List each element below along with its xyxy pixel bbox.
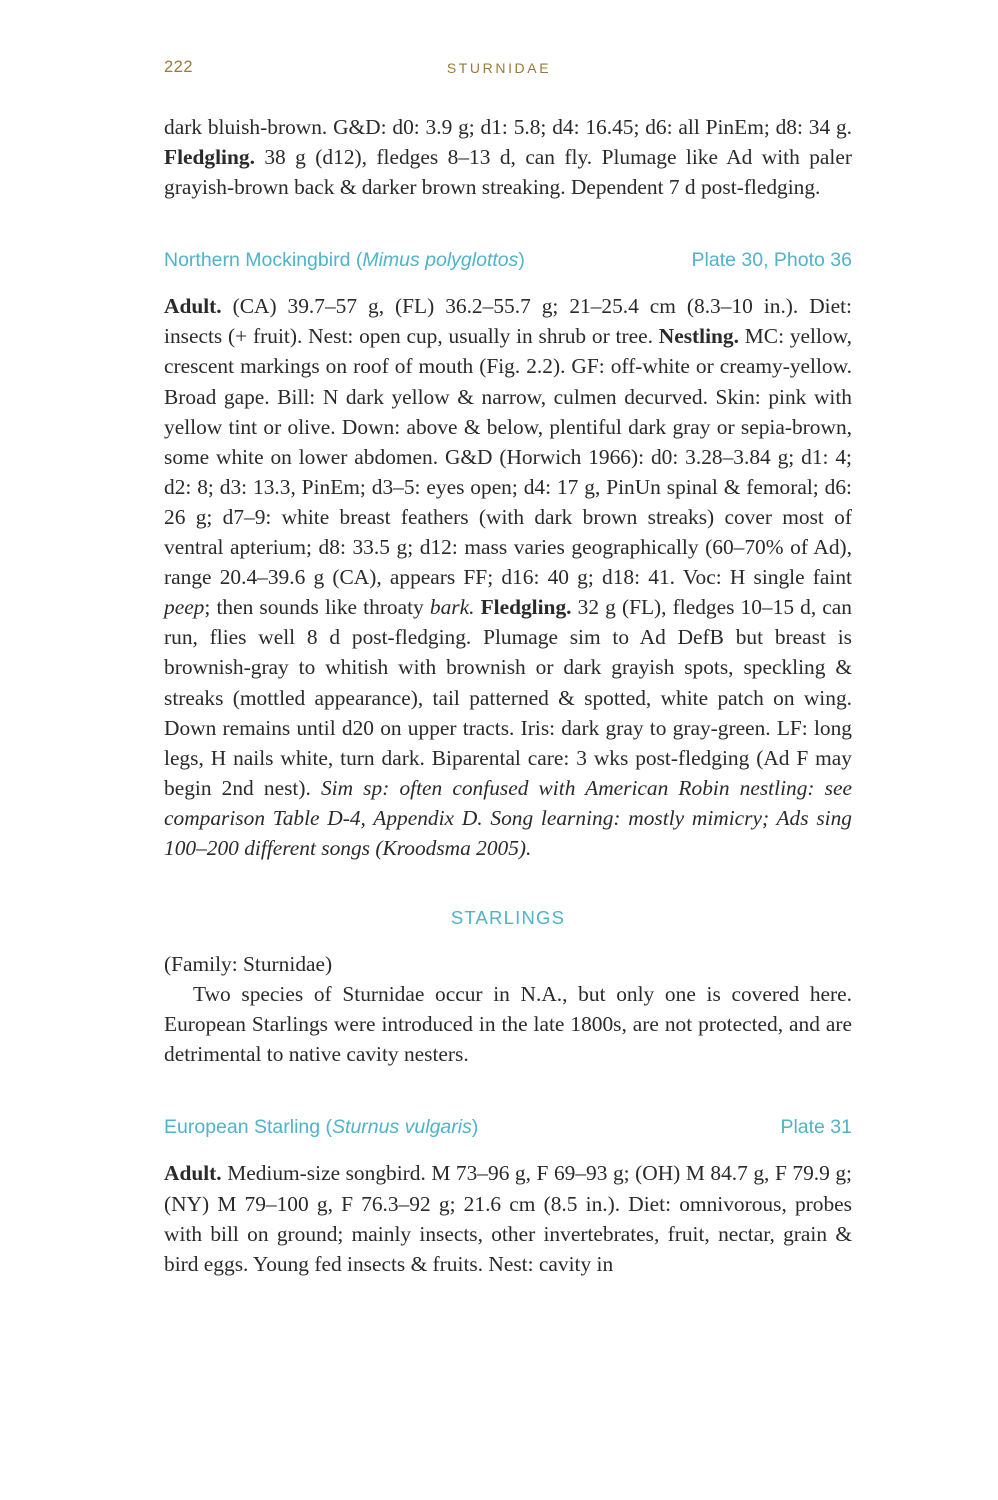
- starling-name-close: ): [471, 1116, 479, 1139]
- mockingbird-name: [164, 249, 525, 272]
- mockingbird-nestling-label: Nestling.: [658, 324, 739, 349]
- section-heading-starlings: STARLINGS: [450, 907, 566, 929]
- intro-fledgling-label: Fledgling.: [164, 145, 255, 170]
- starling-scientific-name: Sturnus vulgaris: [332, 1116, 472, 1139]
- mockingbird-common-name: Northern Mockingbird (: [164, 249, 363, 272]
- mockingbird-fledgling-label: Fledgling.: [480, 595, 572, 620]
- mockingbird-text-2: MC: yellow, crescent markings on roof of mouth (Fig. 2.2). GF: off-white or creamy-yellow. Broad gape. Bill: N dark yellow & narrow, culmen decurved. Skin: pink with yellow tint or olive. Down: above & below, plentiful dark gray or sepia-brown, some white on lower abdomen. G&D (Horwich 1966): d0: 3.28–3.84 g; d1: 4; d2: 8; d3: 13.3, PinEm; d3–5: eyes open; d4: 17 g, PinUn spinal & femoral; d6: 26 g; d7–9: white breast feathers (with dark brown streaks) cover most of ventral apterium; d8: 33.5 g; d12: mass varies geographically (60–70% of Ad), range 20.4–39.6 g (CA), appears FF; d16: 40 g; d18: 41. Voc: H single faint: [164, 324, 852, 590]
- starling-common-name: European Starling (: [164, 1116, 333, 1139]
- starling-heading: [164, 1116, 852, 1139]
- starlings-intro-paragraph: Two species of Sturnidae occur in N.A., but only one is covered here. European Starlings were introduced in the late 1800s, are not protected, and are detrimental to native cavity nesters.: [164, 982, 852, 1067]
- intro-paragraph: [164, 112, 852, 202]
- mockingbird-text-3: ; then sounds like throaty: [204, 595, 430, 620]
- intro-text-2: 38 g (d12), fledges 8–13 d, can fly. Plumage like Ad with paler grayish-brown back & darker brown streaking. Dependent 7 d post-fledging.: [164, 145, 852, 200]
- starling-name: [164, 1116, 478, 1139]
- mockingbird-note: Sim sp: often confused with American Robin nestling: see comparison Table D-4, Appendix D. Song learning: mostly mimicry; Ads sing 100–200 different songs (Kroodsma 2005).: [164, 775, 852, 860]
- mockingbird-scientific-name: Mimus polyglottos: [362, 249, 519, 272]
- page-body: [164, 112, 852, 1279]
- starling-paragraph: [164, 1158, 852, 1278]
- starling-adult-label: Adult.: [164, 1161, 222, 1186]
- starling-plate-ref: Plate 31: [780, 1116, 852, 1139]
- mockingbird-peep: peep: [164, 595, 205, 620]
- mockingbird-name-close: ): [518, 249, 525, 272]
- starling-text-1: Medium-size songbird. M 73–96 g, F 69–93 g; (OH) M 84.7 g, F 79.9 g; (NY) M 79–100 g, F 76.3–92 g; 21.6 cm (8.5 in.). Diet: omnivorous, probes with bill on ground; mainly insects, other invertebrates, fruit, nectar, grain & bird eggs. Young fed insects & fruits. Nest: cavity in: [164, 1161, 852, 1276]
- mockingbird-bark: bark.: [429, 595, 475, 620]
- running-head: STURNIDAE: [446, 60, 552, 76]
- mockingbird-adult-label: Adult.: [164, 294, 222, 319]
- mockingbird-plate-ref: Plate 30, Photo 36: [691, 249, 852, 272]
- mockingbird-heading: [164, 249, 852, 272]
- family-line: (Family: Sturnidae): [164, 952, 333, 977]
- mockingbird-text-5: 32 g (FL), fledges 10–15 d, can run, flies well 8 d post-fledging. Plumage sim to Ad DefB but breast is brownish-gray to whitish with brownish or dark grayish spots, speckling & streaks (mottled appearance), tail patterned & spotted, white patch on wing. Down remains until d20 on upper tracts. Iris: dark gray to gray-green. LF: long legs, H nails white, turn dark. Biparental care: 3 wks post-fledging (Ad F may begin 2nd nest).: [164, 595, 852, 800]
- mockingbird-text-1: (CA) 39.7–57 g, (FL) 36.2–55.7 g; 21–25.4 cm (8.3–10 in.). Diet: insects (+ fruit). Nest: open cup, usually in shrub or tree.: [164, 294, 852, 349]
- page-number: 222: [164, 58, 194, 76]
- intro-text-1: dark bluish-brown. G&D: d0: 3.9 g; d1: 5.8; d4: 16.45; d6: all PinEm; d8: 34 g.: [164, 115, 852, 139]
- mockingbird-paragraph: [164, 291, 852, 863]
